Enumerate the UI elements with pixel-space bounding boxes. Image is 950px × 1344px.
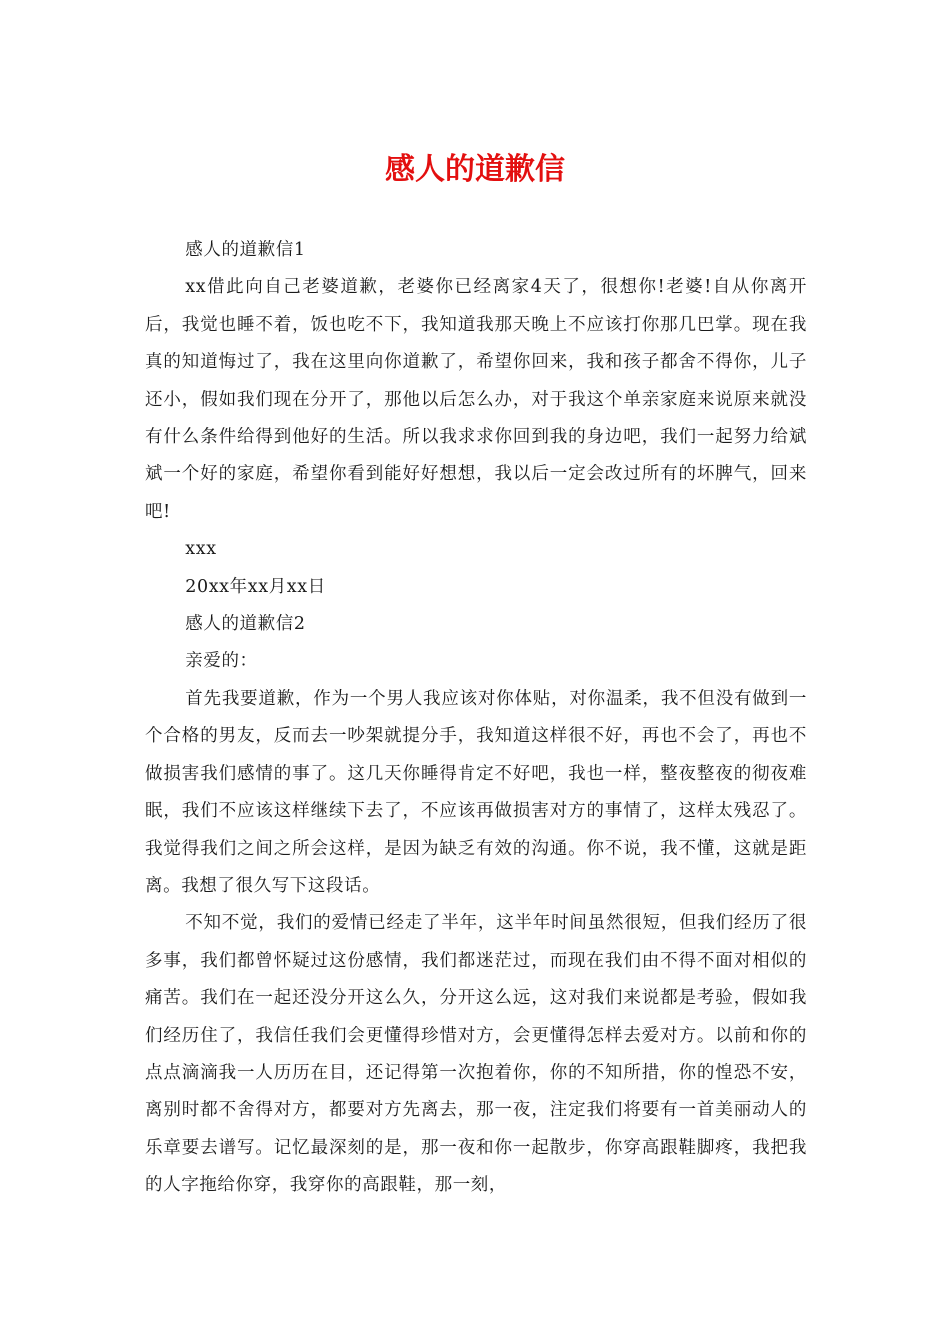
letter-2-salutation: 亲爱的： [185,651,258,672]
letter-1-body: xx借此向自己老婆道歉，老婆你已经离家4天了，很想你!老婆!自从你离开后，我觉也睡不着，饭也吃不下，我知道我那天晚上不应该打你那几巴掌。现在我真的知道悔过了，我在这里向你道歉了，希望你回来，我和孩子都舍不得你，儿子还小，假如我们现在分开了，那他以后怎么办，对于我这个单亲家庭来说原来就没有什么条件给得到他好的生活。所以我求求你回到我的身边吧，我们一起努力给斌斌一个好的家庭，希望你看到能好好想想，我以后一定会改过所有的坏脾气，回来吧! [145,277,807,522]
letter-2-paragraph-1: 首先我要道歉，作为一个男人我应该对你体贴，对你温柔，我不但没有做到一个合格的男友，反而去一吵架就提分手，我知道这样很不好，再也不会了，再也不做损害我们感情的事了。这几天你睡得肯定不好吧，我也一样，整夜整夜的彻夜难眠，我们不应该这样继续下去了，不应该再做损害对方的事情了，这样太残忍了。我觉得我们之间之所会这样，是因为缺乏有效的沟通。你不说，我不懂，这就是距离。我想了很久写下这段话。 [145,688,807,896]
document-body [145,232,807,1205]
document-title: 感人的道歉信 [385,152,565,187]
heading-letter-2: 感人的道歉信2 [185,614,306,635]
letter-1-signature: xxx [185,539,217,560]
letter-1-date: 20xx年xx月xx日 [185,576,326,597]
heading-letter-1: 感人的道歉信1 [185,240,306,260]
letter-2-paragraph-2: 不知不觉，我们的爱情已经走了半年，这半年时间虽然很短，但我们经历了很多事，我们都曾怀疑过这份感情，我们都迷茫过，而现在我们由不得不面对相似的痛苦。我们在一起还没分开这么久，分开这么远，这对我们来说都是考验，假如我们经历住了，我信任我们会更懂得珍惜对方，会更懂得怎样去爱对方。以前和你的点点滴滴我一人历历在目，还记得第一次抱着你，你的不知所措，你的惶恐不安，离别时都不舍得对方，都要对方先离去，那一夜，注定我们将要有一首美丽动人的乐章要去谱写。记忆最深刻的是，那一夜和你一起散步，你穿高跟鞋脚疼，我把我的人字拖给你穿，我穿你的高跟鞋，那一刻， [145,913,807,1196]
